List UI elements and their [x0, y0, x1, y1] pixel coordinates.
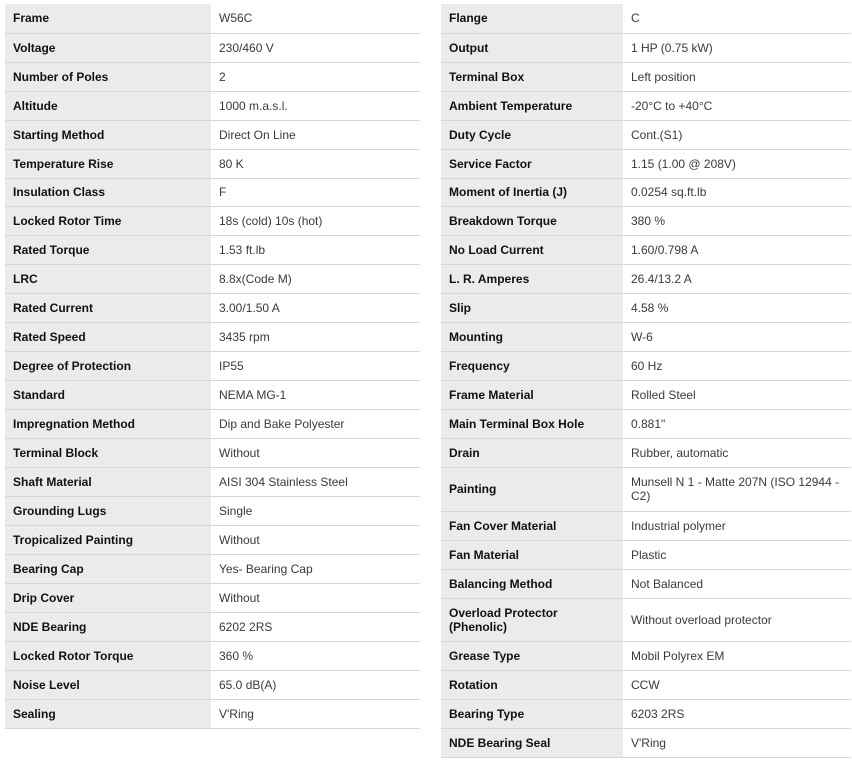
spec-value: Not Balanced: [623, 569, 851, 598]
spec-value: 4.58 %: [623, 293, 851, 322]
spec-label: Fan Cover Material: [441, 511, 623, 540]
spec-label: Service Factor: [441, 149, 623, 178]
spec-value: CCW: [623, 670, 851, 699]
spec-value: 65.0 dB(A): [211, 670, 420, 699]
spec-value: AISI 304 Stainless Steel: [211, 467, 420, 496]
spec-label: Rated Speed: [5, 322, 211, 351]
spec-row: [441, 511, 851, 540]
spec-value: Left position: [623, 62, 851, 91]
spec-label: Frame: [5, 4, 211, 33]
spec-label: NDE Bearing Seal: [441, 728, 623, 757]
spec-value: W56C: [211, 4, 420, 33]
spec-label: Terminal Block: [5, 438, 211, 467]
spec-label: Slip: [441, 293, 623, 322]
spec-label: Drip Cover: [5, 583, 211, 612]
spec-row: [441, 206, 851, 235]
spec-label: No Load Current: [441, 235, 623, 264]
spec-label: Overload Protector (Phenolic): [441, 598, 623, 641]
spec-row: [5, 670, 420, 699]
spec-value: Plastic: [623, 540, 851, 569]
spec-value: Without: [211, 438, 420, 467]
spec-value: V'Ring: [211, 699, 420, 728]
spec-row: [5, 120, 420, 149]
spec-row: [5, 178, 420, 206]
spec-value: 1.53 ft.lb: [211, 235, 420, 264]
spec-label: Temperature Rise: [5, 149, 211, 178]
spec-row: [5, 380, 420, 409]
spec-value: C: [623, 4, 851, 33]
spec-label: Main Terminal Box Hole: [441, 409, 623, 438]
spec-value: IP55: [211, 351, 420, 380]
spec-label: Starting Method: [5, 120, 211, 149]
spec-row: [5, 699, 420, 728]
spec-label: Shaft Material: [5, 467, 211, 496]
spec-row: [5, 583, 420, 612]
spec-label: L. R. Amperes: [441, 264, 623, 293]
spec-row: [5, 438, 420, 467]
spec-label: Grease Type: [441, 641, 623, 670]
spec-label: NDE Bearing: [5, 612, 211, 641]
spec-row: [441, 351, 851, 380]
spec-value: Direct On Line: [211, 120, 420, 149]
spec-value: 6202 2RS: [211, 612, 420, 641]
spec-row: [441, 33, 851, 62]
spec-row: [441, 728, 851, 757]
spec-label: Standard: [5, 380, 211, 409]
spec-label: Rated Current: [5, 293, 211, 322]
spec-value: Dip and Bake Polyester: [211, 409, 420, 438]
spec-row: [441, 149, 851, 178]
spec-row: [441, 293, 851, 322]
spec-row: [441, 322, 851, 351]
spec-label: Drain: [441, 438, 623, 467]
spec-value: W-6: [623, 322, 851, 351]
spec-value: Single: [211, 496, 420, 525]
spec-value: Munsell N 1 - Matte 207N (ISO 12944 - C2): [623, 467, 851, 511]
spec-label: Impregnation Method: [5, 409, 211, 438]
spec-label: Number of Poles: [5, 62, 211, 91]
spec-row: [441, 120, 851, 149]
spec-label: Bearing Type: [441, 699, 623, 728]
spec-row: [5, 264, 420, 293]
spec-row: [5, 641, 420, 670]
spec-row: [5, 149, 420, 178]
spec-value: 26.4/13.2 A: [623, 264, 851, 293]
spec-row: [441, 467, 851, 511]
spec-value: 230/460 V: [211, 33, 420, 62]
spec-row: [5, 62, 420, 91]
spec-label: Rated Torque: [5, 235, 211, 264]
spec-row: [5, 351, 420, 380]
spec-value: Cont.(S1): [623, 120, 851, 149]
spec-label: Balancing Method: [441, 569, 623, 598]
spec-value: 380 %: [623, 206, 851, 235]
spec-value: -20°C to +40°C: [623, 91, 851, 120]
spec-row: [441, 540, 851, 569]
spec-label: Mounting: [441, 322, 623, 351]
spec-row: [441, 235, 851, 264]
spec-row: [5, 4, 420, 33]
spec-row: [5, 409, 420, 438]
spec-label: Grounding Lugs: [5, 496, 211, 525]
spec-label: Output: [441, 33, 623, 62]
spec-row: [5, 525, 420, 554]
spec-row: [5, 33, 420, 62]
spec-value: 8.8x(Code M): [211, 264, 420, 293]
spec-row: [441, 178, 851, 206]
spec-value: Without overload protector: [623, 598, 851, 641]
spec-value: Mobil Polyrex EM: [623, 641, 851, 670]
spec-row: [5, 612, 420, 641]
spec-value: Rubber, automatic: [623, 438, 851, 467]
spec-row: [441, 670, 851, 699]
specs-table-right: [441, 4, 851, 758]
spec-row: [5, 554, 420, 583]
spec-label: Bearing Cap: [5, 554, 211, 583]
spec-value: F: [211, 178, 420, 206]
spec-label: Breakdown Torque: [441, 206, 623, 235]
spec-label: Duty Cycle: [441, 120, 623, 149]
spec-row: [441, 699, 851, 728]
spec-row: [5, 467, 420, 496]
spec-row: [441, 641, 851, 670]
spec-value: 360 %: [211, 641, 420, 670]
spec-row: [5, 322, 420, 351]
spec-row: [5, 206, 420, 235]
spec-label: Painting: [441, 467, 623, 511]
spec-label: Insulation Class: [5, 178, 211, 206]
spec-row: [441, 569, 851, 598]
spec-value: 3435 rpm: [211, 322, 420, 351]
spec-label: Fan Material: [441, 540, 623, 569]
spec-value: 18s (cold) 10s (hot): [211, 206, 420, 235]
spec-label: Terminal Box: [441, 62, 623, 91]
spec-value: 60 Hz: [623, 351, 851, 380]
spec-label: Flange: [441, 4, 623, 33]
spec-value: Rolled Steel: [623, 380, 851, 409]
spec-row: [5, 235, 420, 264]
spec-value: V'Ring: [623, 728, 851, 757]
spec-label: Altitude: [5, 91, 211, 120]
spec-value: NEMA MG-1: [211, 380, 420, 409]
spec-label: Ambient Temperature: [441, 91, 623, 120]
spec-value: Industrial polymer: [623, 511, 851, 540]
spec-row: [441, 438, 851, 467]
spec-row: [441, 598, 851, 641]
spec-label: Locked Rotor Time: [5, 206, 211, 235]
spec-label: LRC: [5, 264, 211, 293]
spec-row: [441, 4, 851, 33]
spec-value: 1.15 (1.00 @ 208V): [623, 149, 851, 178]
spec-label: Voltage: [5, 33, 211, 62]
spec-label: Tropicalized Painting: [5, 525, 211, 554]
spec-label: Degree of Protection: [5, 351, 211, 380]
spec-row: [441, 264, 851, 293]
spec-row: [5, 293, 420, 322]
spec-value: Without: [211, 525, 420, 554]
spec-label: Moment of Inertia (J): [441, 178, 623, 206]
specs-table-left: [5, 4, 420, 729]
spec-value: Without: [211, 583, 420, 612]
spec-label: Rotation: [441, 670, 623, 699]
spec-row: [441, 380, 851, 409]
spec-value: 6203 2RS: [623, 699, 851, 728]
spec-row: [441, 91, 851, 120]
spec-value: Yes- Bearing Cap: [211, 554, 420, 583]
spec-value: 3.00/1.50 A: [211, 293, 420, 322]
spec-row: [5, 496, 420, 525]
spec-row: [5, 91, 420, 120]
spec-label: Sealing: [5, 699, 211, 728]
spec-value: 2: [211, 62, 420, 91]
spec-value: 1 HP (0.75 kW): [623, 33, 851, 62]
spec-label: Noise Level: [5, 670, 211, 699]
spec-label: Locked Rotor Torque: [5, 641, 211, 670]
spec-label: Frequency: [441, 351, 623, 380]
spec-value: 1.60/0.798 A: [623, 235, 851, 264]
spec-row: [441, 409, 851, 438]
spec-value: 1000 m.a.s.l.: [211, 91, 420, 120]
spec-value: 80 K: [211, 149, 420, 178]
spec-label: Frame Material: [441, 380, 623, 409]
spec-value: 0.0254 sq.ft.lb: [623, 178, 851, 206]
spec-value: 0.881": [623, 409, 851, 438]
spec-row: [441, 62, 851, 91]
